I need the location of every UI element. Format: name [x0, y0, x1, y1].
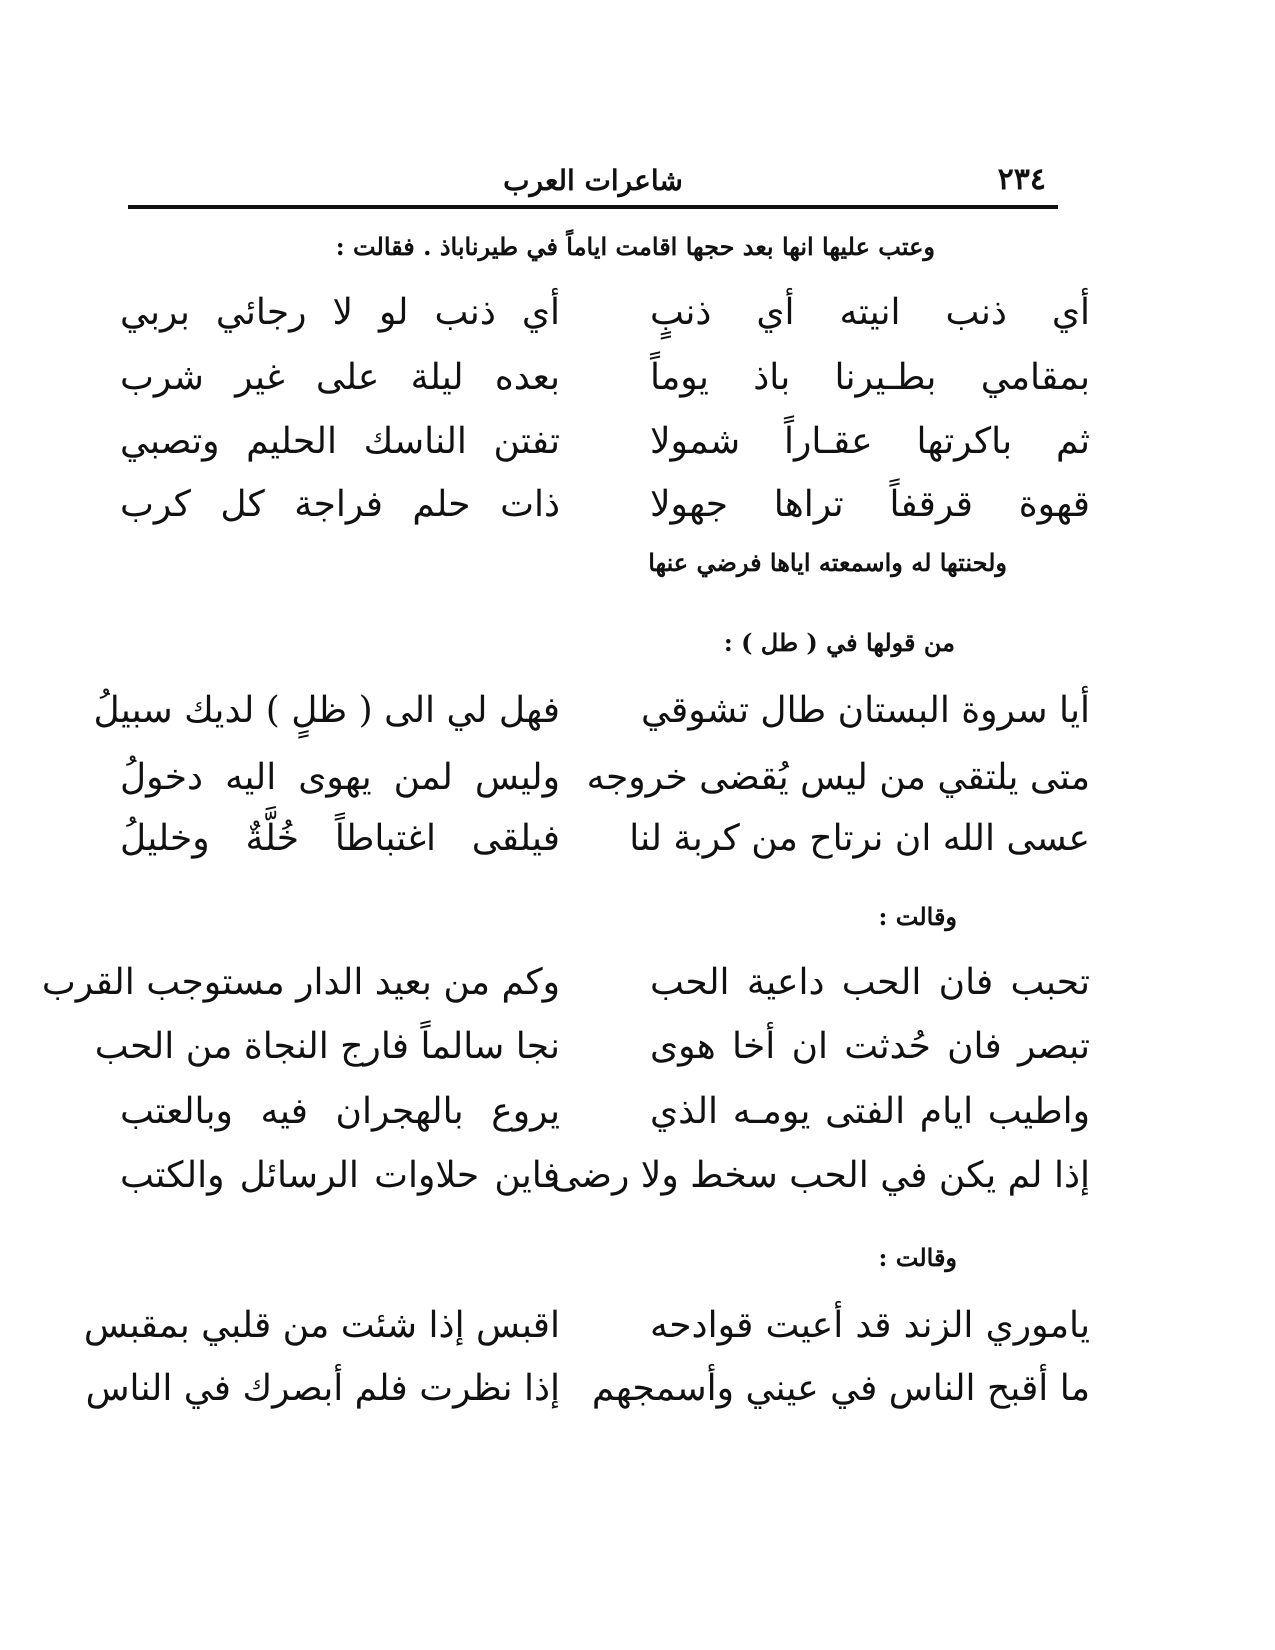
second-hemistich: إذا نظرت فلم أبصرك في الناس [85, 1368, 560, 1409]
verse-line [120, 357, 1090, 417]
first-hemistich: تحبب فان الحب داعية الحب [650, 962, 1090, 1003]
second-hemistich: فاين حلاوات الرسائل والكتب [120, 1155, 560, 1196]
second-hemistich: بعده ليلة على غير شرب [120, 357, 560, 398]
verse-line [120, 757, 1090, 817]
second-hemistich: ذات حلم فراجة كل كرب [120, 484, 560, 525]
verse-line [120, 421, 1090, 481]
second-hemistich: اقبس إذا شئت من قلبي بمقبس [83, 1305, 560, 1346]
first-hemistich: أيا سروة البستان طال تشوقي [641, 690, 1090, 731]
section1-outro: ولحنتها له واسمعته اياها فرضي عنها [648, 548, 1007, 577]
verse-line [120, 818, 1090, 878]
first-hemistich: أي ذنب انيته أي ذنبٍ [650, 292, 1090, 333]
verse-line [85, 1368, 1090, 1428]
first-hemistich: قهوة قرقفاً تراها جهولا [650, 484, 1090, 525]
verse-line [93, 690, 1090, 750]
verse-line [120, 1091, 1090, 1151]
section3-intro: وقالت : [878, 902, 957, 931]
first-hemistich: عسى الله ان نرتاح من كربة لنا [629, 818, 1090, 859]
second-hemistich: تفتن الناسك الحليم وتصبي [120, 421, 560, 462]
verse-line [83, 1305, 1090, 1365]
first-hemistich: ما أقبح الناس في عيني وأسمجهم [591, 1368, 1090, 1409]
book-title: شاعرات العرب [503, 164, 683, 197]
verse-line [120, 1155, 1090, 1215]
section1-intro: وعتب عليها انها بعد حجها اقامت اياماً في طيرناباذ . فقالت : [335, 232, 935, 261]
second-hemistich: يروع بالهجران فيه وبالعتب [120, 1091, 560, 1132]
second-hemistich: فيلقى اغتباطاً خُلَّةٌ وخليلُ [120, 818, 560, 859]
first-hemistich: إذا لم يكن في الحب سخط ولا رضى [551, 1155, 1090, 1196]
second-hemistich: فهل لي الى ( ظلٍ ) لديك سبيلُ [93, 690, 560, 731]
first-hemistich: تبصر فان حُدثت ان أخا هوى [650, 1026, 1090, 1067]
first-hemistich: بمقامي بطـيرنا باذ يوماً [650, 357, 1090, 398]
first-hemistich: واطيب ايام الفتى يومـه الذي [650, 1091, 1090, 1132]
first-hemistich: متى يلتقي من ليس يُقضى خروجه [586, 757, 1090, 798]
first-hemistich: ياموري الزند قد أعيت قوادحه [650, 1305, 1090, 1346]
second-hemistich: وكم من بعيد الدار مستوجب القرب [41, 962, 560, 1003]
section2-intro: من قولها في ( طل ) : [723, 628, 955, 657]
second-hemistich: وليس لمن يهوى اليه دخولُ [120, 757, 560, 798]
verse-line [120, 292, 1090, 352]
page-header [128, 160, 1058, 204]
second-hemistich: نجا سالماً فارج النجاة من الحب [94, 1026, 560, 1067]
header-divider [128, 205, 1058, 209]
verse-line [94, 1026, 1090, 1086]
first-hemistich: ثم باكرتها عقـاراً شمولا [650, 421, 1090, 462]
page-number: ٢٣٤ [997, 162, 1046, 197]
verse-line [41, 962, 1090, 1022]
section4-intro: وقالت : [878, 1243, 957, 1272]
verse-line [120, 484, 1090, 544]
second-hemistich: أي ذنب لو لا رجائي بربي [120, 292, 560, 333]
